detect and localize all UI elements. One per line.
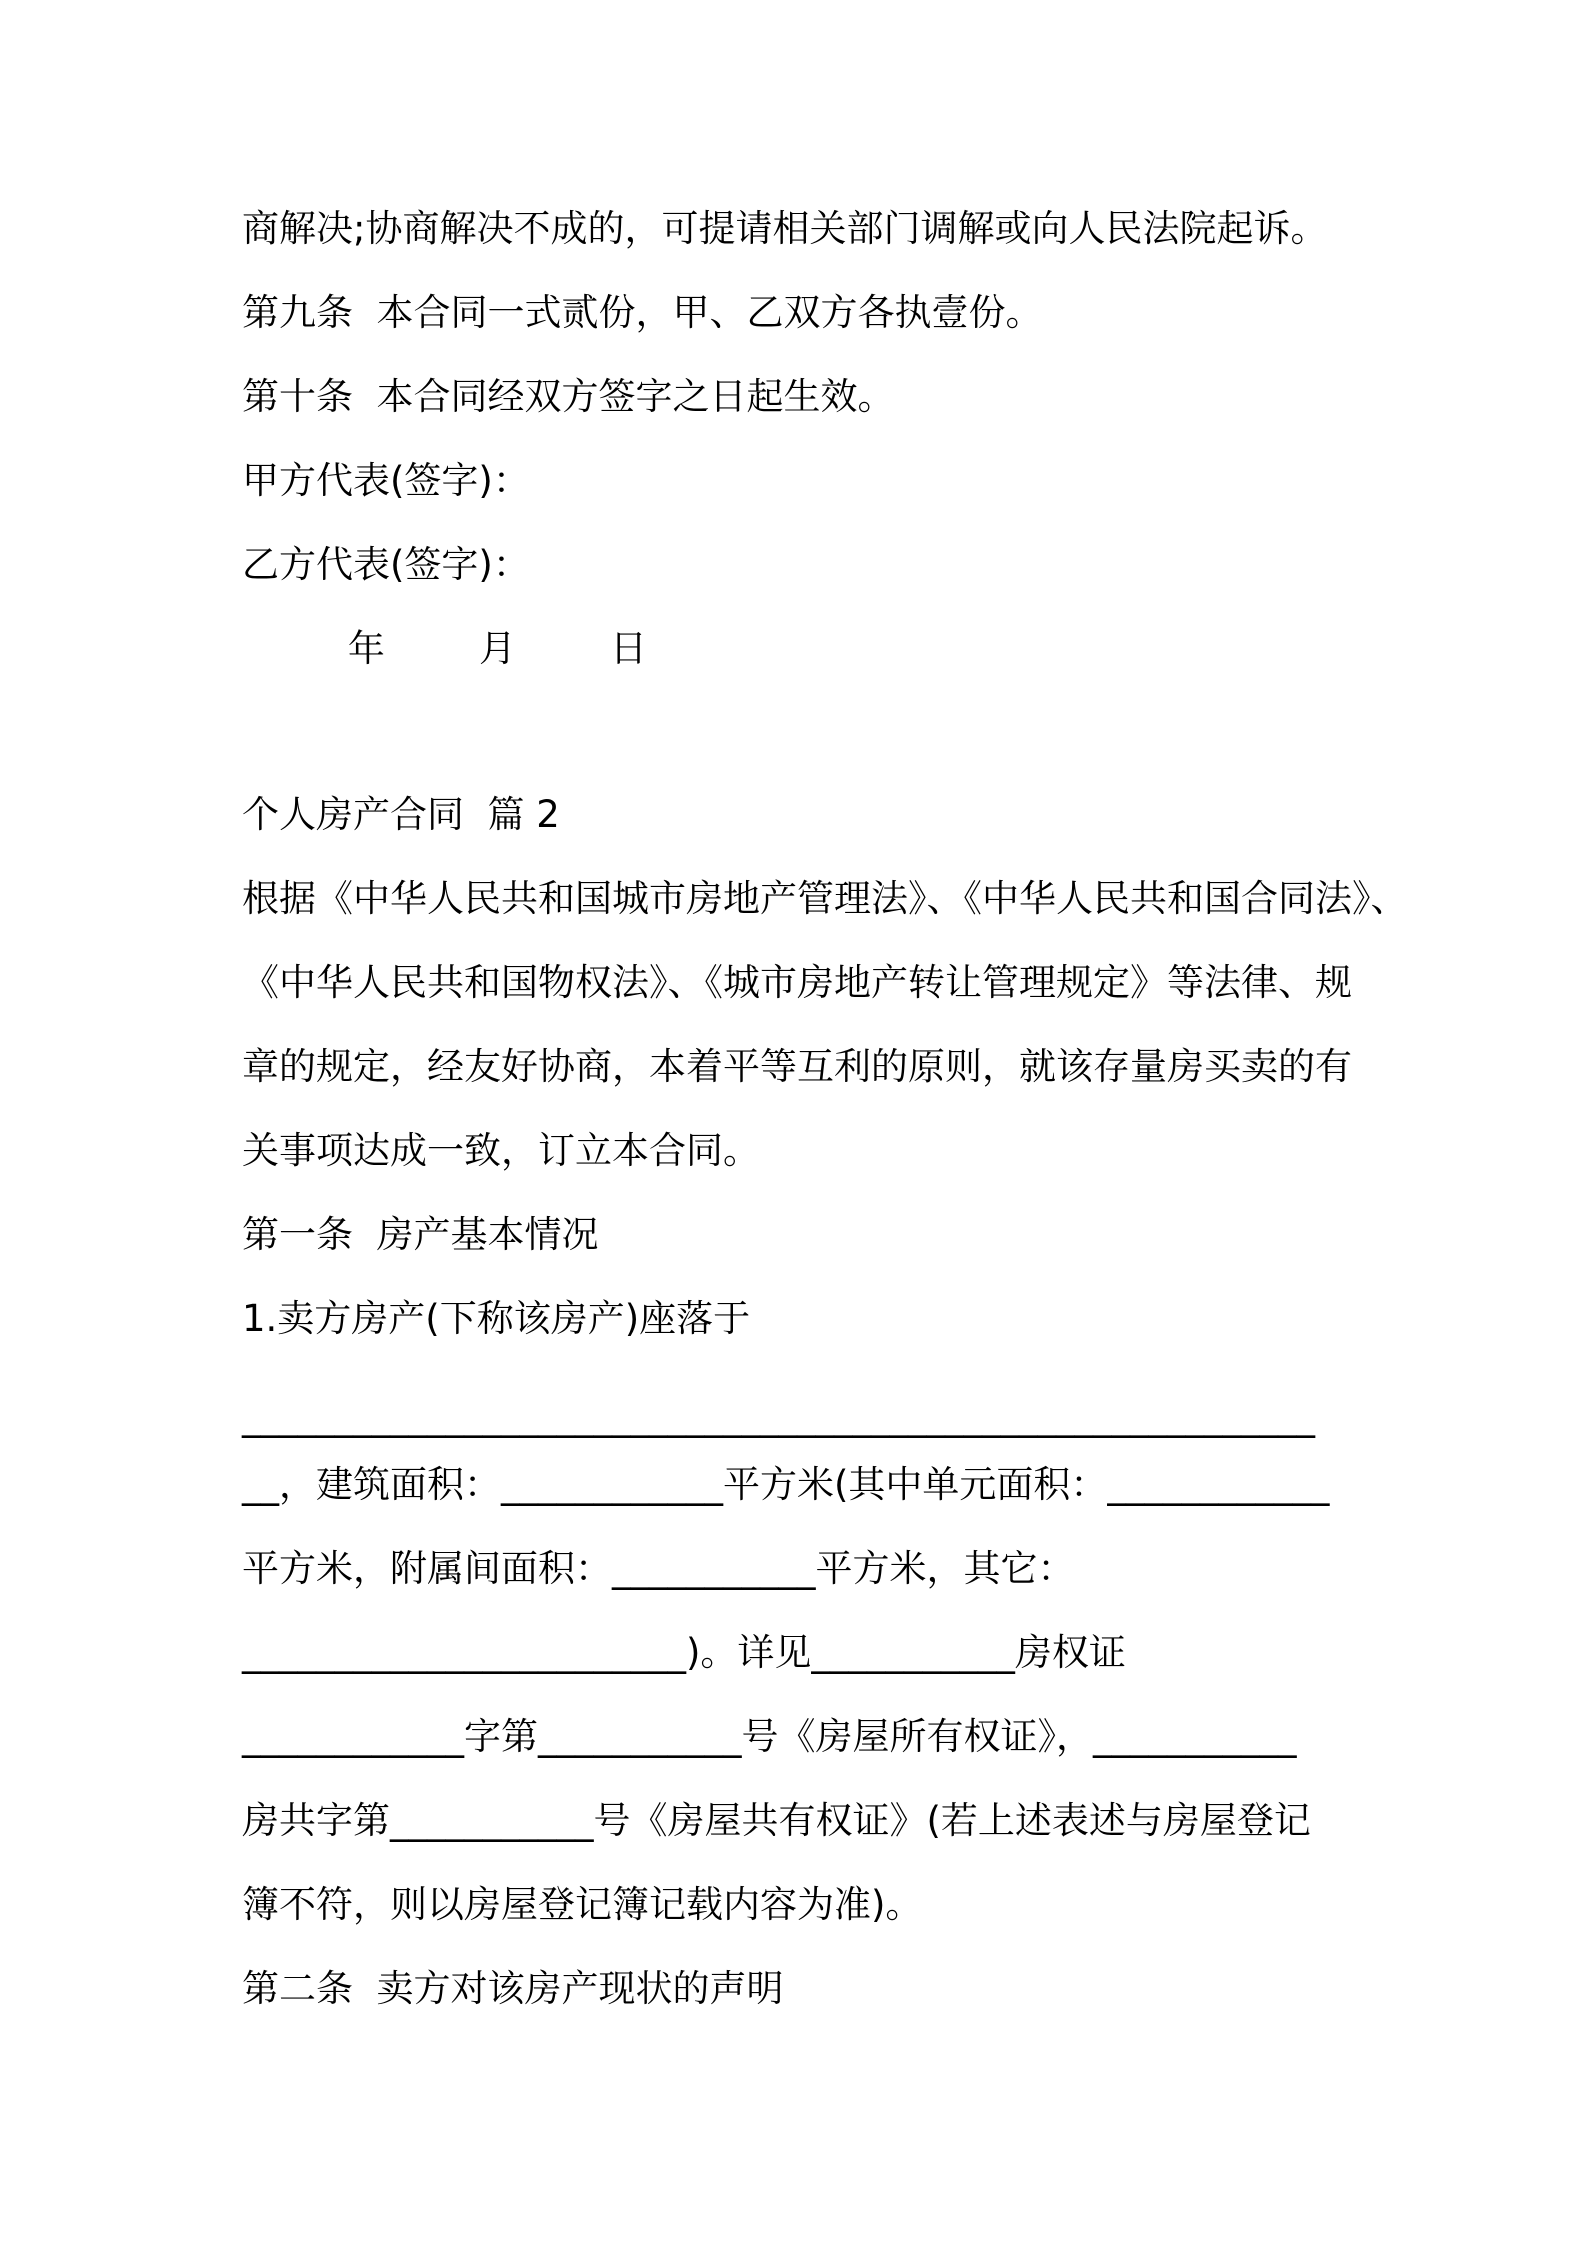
text-line-ownership-cert: ____________字第___________号《房屋所有权证》，___________ [242,1715,1297,1758]
text-line-co-ownership-cert: 房共字第___________号《房屋共有权证》(若上述表述与房屋登记 [242,1799,1311,1842]
text-line-dispute-resolution: 商解决;协商解决不成的，可提请相关部门调解或向人民法院起诉。 [242,207,1328,250]
text-line-party-b-signature: 乙方代表(签字)： [242,543,530,586]
text-line-article-10: 第十条 本合同经双方签字之日起生效。 [242,375,895,418]
text-line-date: 年 月 日 [242,627,648,670]
text-line-preamble-1: 根据《中华人民共和国城市房地产管理法》、《中华人民共和国合同法》、 [242,877,1408,920]
text-line-preamble-2: 《中华人民共和国物权法》、《城市房地产转让管理规定》等法律、规 [242,961,1352,1004]
text-line-certificate: ________________________)。详见___________房权证 [242,1631,1126,1674]
text-line-article-2-heading: 第二条 卖方对该房产现状的声明 [242,1967,784,2010]
text-line-building-area: __，建筑面积：____________平方米(其中单元面积：____________ [242,1463,1330,1506]
section-heading: 个人房产合同 篇 2 [242,793,560,836]
text-line-ancillary-area: 平方米，附属间面积：___________平方米，其它： [242,1547,1075,1590]
blank-underline-location: __________________________________________________________ [242,1395,1315,1438]
text-line-preamble-3: 章的规定，经友好协商，本着平等互利的原则，就该存量房买卖的有 [242,1045,1352,1088]
text-line-registry-note: 簿不符，则以房屋登记簿记载内容为准)。 [242,1883,923,1926]
text-line-party-a-signature: 甲方代表(签字)： [242,459,530,502]
text-line-article-9: 第九条 本合同一式贰份，甲、乙双方各执壹份。 [242,291,1043,334]
text-line-article-1-heading: 第一条 房产基本情况 [242,1213,599,1256]
text-line-property-location: 1.卖方房产(下称该房产)座落于 [242,1297,751,1340]
text-line-preamble-4: 关事项达成一致，订立本合同。 [242,1129,760,1172]
